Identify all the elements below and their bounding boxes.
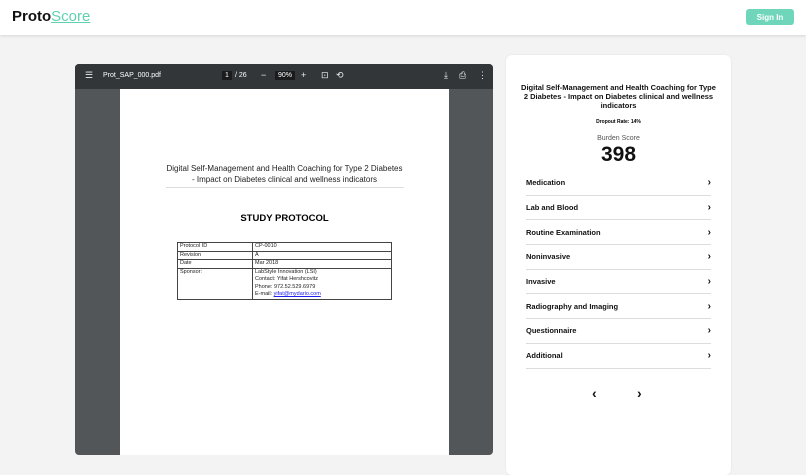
burden-score-value: 398 (600, 143, 637, 166)
table-row: Sponsor: LabStyle Innovation (LSI) Contact: Yifat Hershcovitz Phone: 972.52.529.6979 E-mail: yifat@mydario.com (178, 268, 392, 299)
score-card (506, 55, 731, 475)
zoom-out-icon[interactable]: − (261, 70, 267, 80)
divider (166, 187, 404, 188)
category-radiography[interactable]: Radiography and Imaging › (526, 294, 711, 319)
protocol-table (177, 242, 392, 300)
fit-page-icon[interactable]: ⊡ (321, 70, 329, 80)
page-number-input[interactable]: 1 (222, 71, 232, 80)
page-total: / 26 (235, 72, 247, 79)
more-icon[interactable]: ⋮ (478, 70, 487, 80)
next-arrow-icon[interactable]: › (637, 385, 642, 401)
chevron-right-icon: › (707, 177, 711, 189)
table-row: Revision A (178, 251, 392, 260)
category-list (526, 171, 711, 369)
category-invasive[interactable]: Invasive › (526, 270, 711, 295)
category-lab-and-blood[interactable]: Lab and Blood › (526, 196, 711, 221)
document-heading: STUDY PROTOCOL (240, 213, 329, 224)
sign-in-button[interactable]: Sign In (746, 9, 794, 25)
document-title: Digital Self-Management and Health Coaching for Type 2 Diabetes - Impact on Diabetes clinical and wellness indicators (166, 164, 403, 184)
chevron-right-icon: › (707, 202, 711, 214)
pdf-toolbar (75, 64, 493, 89)
category-questionnaire[interactable]: Questionnaire › (526, 319, 711, 344)
chevron-right-icon: › (707, 300, 711, 312)
table-row: Date Mar 2018 (178, 260, 392, 269)
zoom-input[interactable]: 90% (275, 71, 295, 80)
chevron-right-icon: › (707, 226, 711, 238)
study-title: Digital Self-Management and Health Coaching for Type 2 Diabetes - Impact on Diabetes clinical and wellness indicators (521, 83, 716, 110)
header (0, 0, 806, 35)
previous-arrow-icon[interactable]: ‹ (592, 385, 597, 401)
table-row: Protocol ID CP-0010 (178, 243, 392, 252)
email-link[interactable]: yifat@mydario.com (273, 291, 321, 297)
chevron-right-icon: › (707, 251, 711, 263)
menu-icon[interactable]: ☰ (85, 70, 94, 80)
category-medication[interactable]: Medication › (526, 171, 711, 196)
download-icon[interactable]: ⤓ (444, 70, 448, 80)
category-routine-examination[interactable]: Routine Examination › (526, 220, 711, 245)
print-icon[interactable]: ⎙ (459, 70, 467, 80)
category-noninvasive[interactable]: Noninvasive › (526, 245, 711, 270)
pdf-filename: Prot_SAP_000.pdf (103, 72, 161, 79)
rotate-icon[interactable]: ⟲ (336, 70, 344, 80)
category-additional[interactable]: Additional › (526, 344, 711, 369)
dropout-rate: Dropout Rate: 14% (596, 119, 641, 125)
chevron-right-icon: › (707, 325, 711, 337)
chevron-right-icon: › (707, 350, 711, 362)
burden-score-label: Burden Score (597, 135, 640, 142)
chevron-right-icon: › (707, 276, 711, 288)
zoom-in-icon[interactable]: + (301, 70, 307, 80)
pdf-viewer (75, 64, 493, 455)
pdf-page (120, 89, 449, 455)
logo[interactable]: ProtoScore (12, 8, 91, 25)
